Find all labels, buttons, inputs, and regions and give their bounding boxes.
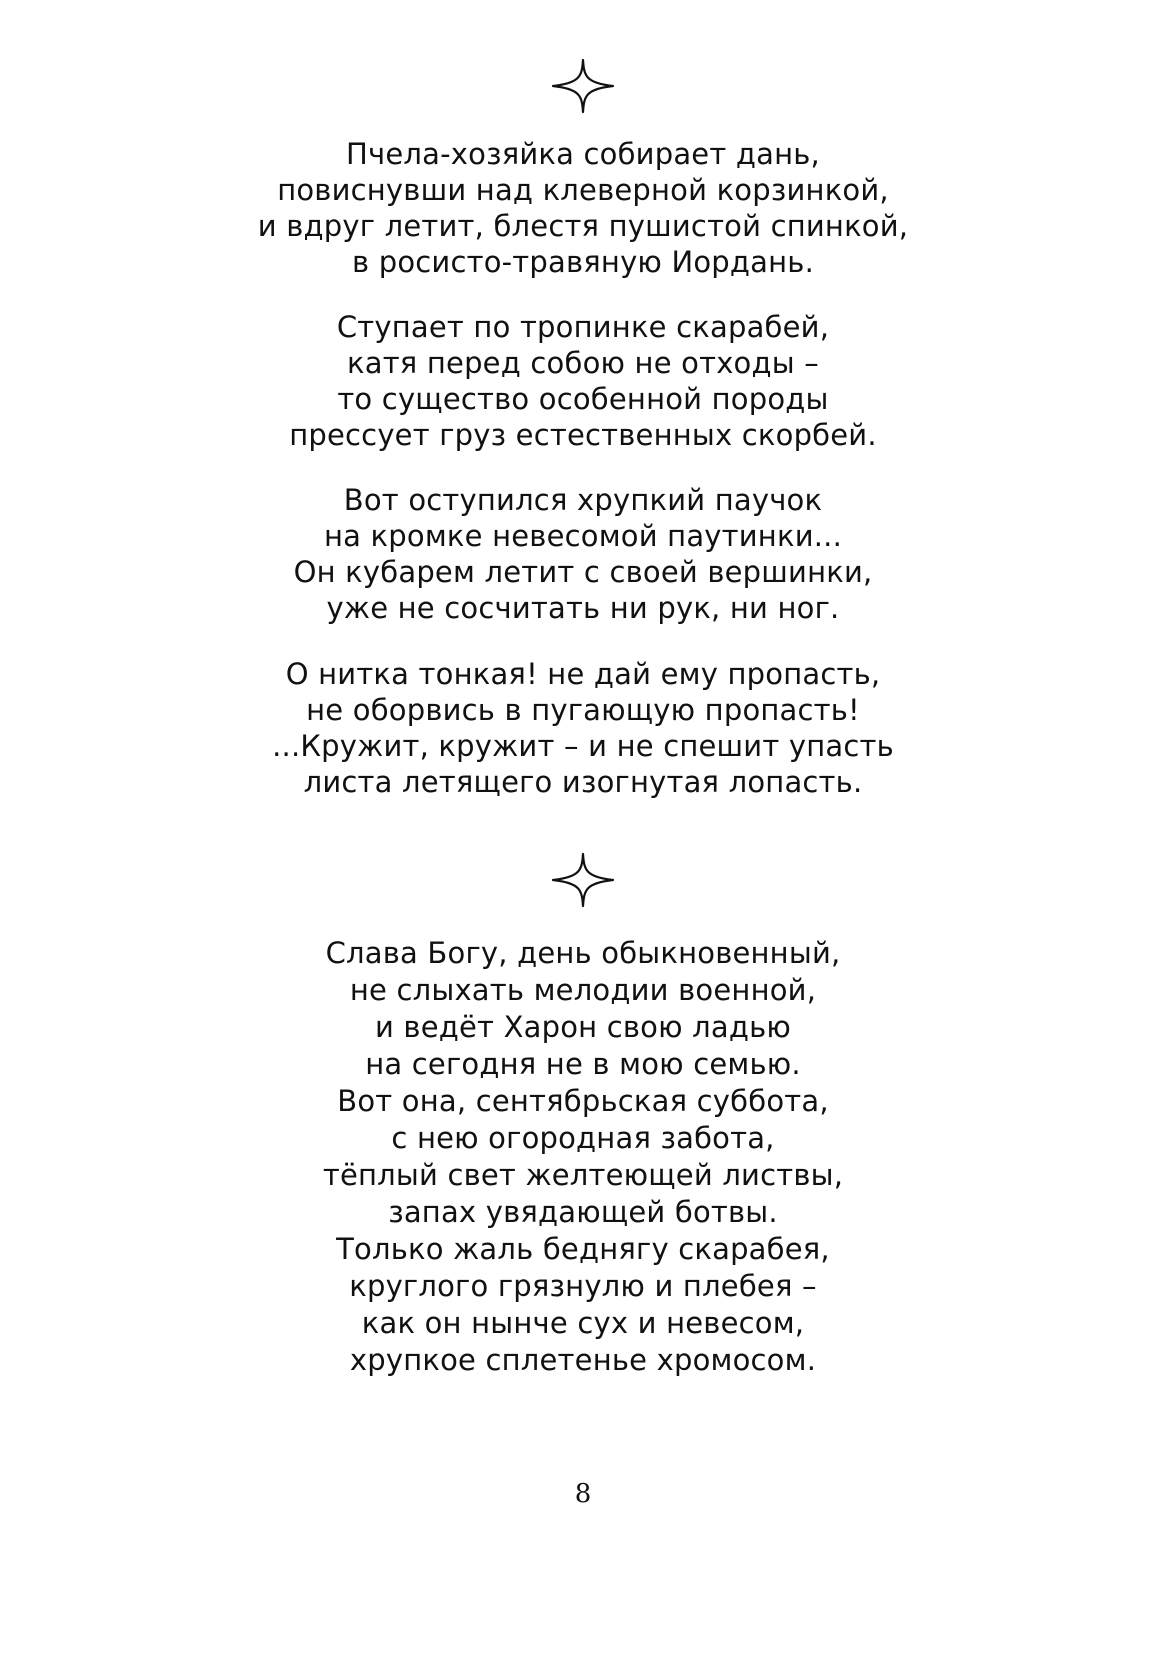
verse-line: Вот она, сентябрьская суббота, (337, 1084, 829, 1118)
stanza-5 (0, 935, 1166, 1379)
verse-line: катя перед собою не отходы – (347, 346, 819, 380)
ornament-middle (0, 852, 1166, 908)
four-point-star-icon (551, 58, 615, 114)
verse-line: и ведёт Харон свою ладью (374, 1010, 792, 1044)
stanza-1 (0, 136, 1166, 280)
verse-line: прессует груз естественных скорбей. (289, 418, 877, 452)
stanza-2 (0, 309, 1166, 453)
verse-line: повиснувши над клеверной корзинкой, (277, 173, 889, 207)
verse-line: ...Кружит, кружит – и не спешит упасть (272, 729, 894, 763)
verse-line: не оборвись в пугающую пропасть! (306, 693, 860, 727)
ornament-top (0, 58, 1166, 114)
verse-line: как он нынче сух и невесом, (361, 1306, 805, 1340)
verse-line: круглого грязнулю и плебея – (349, 1269, 817, 1303)
verse-line: на кромке невесомой паутинки... (324, 519, 842, 553)
verse-line: Пчела-хозяйка собирает дань, (346, 137, 820, 171)
verse-line: Ступает по тропинке скарабей, (336, 310, 830, 344)
verse-line: хрупкое сплетенье хромосом. (349, 1343, 817, 1377)
page-number: 8 (574, 1479, 592, 1509)
verse-line: О нитка тонкая! не дай ему пропасть, (285, 657, 881, 691)
verse-line: то существо особенной породы (337, 382, 829, 416)
four-point-star-icon (551, 852, 615, 908)
verse-line: Он кубарем летит с своей вершинки, (293, 555, 873, 589)
verse-line: запах увядающей ботвы. (388, 1195, 778, 1229)
stanza-4 (0, 656, 1166, 800)
verse-line: тёплый свет желтеющей листвы, (322, 1158, 844, 1192)
stanza-3 (0, 482, 1166, 626)
verse-line: с нею огородная забота, (391, 1121, 775, 1155)
verse-line: Только жаль беднягу скарабея, (336, 1232, 830, 1266)
verse-line: не слыхать мелодии военной, (349, 973, 817, 1007)
verse-line: на сегодня не в мою семью. (365, 1047, 801, 1081)
verse-line: Вот оступился хрупкий паучок (343, 483, 823, 517)
verse-line: в росисто-травяную Иордань. (352, 245, 814, 279)
verse-line: Слава Богу, день обыкновенный, (325, 936, 841, 970)
verse-line: уже не сосчитать ни рук, ни ног. (326, 591, 840, 625)
verse-line: листа летящего изогнутая лопасть. (303, 765, 863, 799)
verse-line: и вдруг летит, блестя пушистой спинкой, (257, 209, 909, 243)
